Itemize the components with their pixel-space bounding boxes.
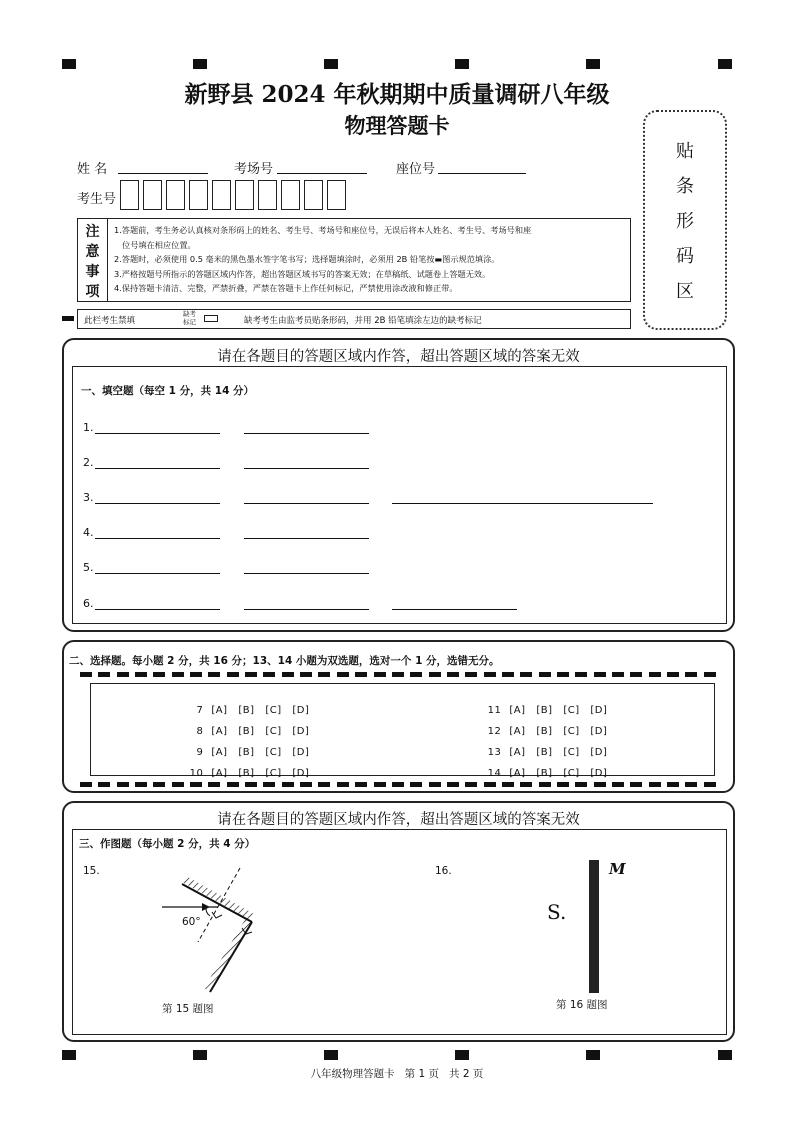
option-c[interactable]: [C] xyxy=(563,705,580,716)
option-a[interactable]: [A] xyxy=(211,726,228,737)
student-id-box[interactable] xyxy=(258,180,277,210)
section-fill-blank xyxy=(62,338,735,632)
choice-row xyxy=(180,694,319,716)
position-mark xyxy=(62,1050,76,1060)
section-title: 二、选择题。每小题 2 分，共 16 分；13、14 小题为双选题，选对一个 1 分，选错无分。 xyxy=(69,655,500,667)
question-number: 2. xyxy=(83,456,94,469)
position-mark xyxy=(718,59,732,69)
option-b[interactable]: [B] xyxy=(238,705,255,716)
choice-number: 11 xyxy=(487,705,502,716)
notice-rule: 3.严格按题号所指示的答题区域内作答，超出答题区域书写的答案无效；在草稿纸、试题卷上答题无效。 xyxy=(114,268,491,279)
answer-blank[interactable] xyxy=(95,538,220,539)
absent-forbidden-text: 此栏考生禁填 xyxy=(84,316,136,326)
option-c[interactable]: [C] xyxy=(265,747,282,758)
exam-room-field[interactable] xyxy=(277,173,367,174)
answer-blank[interactable] xyxy=(244,609,369,610)
option-a[interactable]: [A] xyxy=(211,705,228,716)
answer-blank[interactable] xyxy=(95,609,220,610)
question-number: 1. xyxy=(83,421,94,434)
absent-marker xyxy=(62,316,74,321)
absent-checkbox[interactable] xyxy=(204,315,218,322)
option-d[interactable]: [D] xyxy=(590,768,608,779)
question-number: 3. xyxy=(83,491,94,504)
answer-area-warning: 请在各题目的答题区域内作答，超出答题区域的答案无效 xyxy=(217,812,580,828)
exam-title: 新野县 2024 年秋期期中质量调研八年级 xyxy=(184,81,610,108)
position-mark xyxy=(324,1050,338,1060)
sticker-char: 码 xyxy=(676,246,694,267)
student-id-box[interactable] xyxy=(281,180,300,210)
notice-rule: 位号填在相应位置。 xyxy=(122,239,196,250)
notice-rules xyxy=(114,223,626,296)
choice-row xyxy=(478,715,617,737)
student-id-box[interactable] xyxy=(189,180,208,210)
name-label: 姓 名 xyxy=(77,162,108,177)
answer-blank[interactable] xyxy=(244,538,369,539)
point-source-label: S. xyxy=(547,900,567,924)
choice-number: 8 xyxy=(196,726,204,737)
seat-label: 座位号 xyxy=(396,162,436,177)
choice-row xyxy=(478,694,617,716)
absent-mark-label-line: 标记 xyxy=(183,318,196,326)
sticker-char: 形 xyxy=(676,211,694,232)
position-mark xyxy=(62,59,76,69)
answer-area-warning: 请在各题目的答题区域内作答，超出答题区域的答案无效 xyxy=(217,349,580,365)
choice-number: 13 xyxy=(487,747,502,758)
figure-15-reflection-diagram xyxy=(150,860,280,1000)
card-title: 物理答题卡 xyxy=(344,113,450,138)
option-a[interactable]: [A] xyxy=(211,747,228,758)
notice-rule: 4.保持答题卡清洁、完整，严禁折叠，严禁在答题卡上作任何标记，严禁使用涂改液和修正带。 xyxy=(114,283,458,293)
answer-blank[interactable] xyxy=(392,503,653,504)
question-16-number: 16. xyxy=(435,865,452,877)
fill-blank-answer-area xyxy=(72,366,727,624)
option-c[interactable]: [C] xyxy=(265,705,282,716)
option-d[interactable]: [D] xyxy=(292,747,310,758)
answer-blank[interactable] xyxy=(244,573,369,574)
option-d[interactable]: [D] xyxy=(292,726,310,737)
seat-field[interactable] xyxy=(438,173,526,174)
student-id-box[interactable] xyxy=(304,180,323,210)
notice-heading xyxy=(78,219,108,301)
mirror-2-hatch xyxy=(204,918,252,992)
student-id-label: 考生号 xyxy=(77,192,117,207)
option-c[interactable]: [C] xyxy=(563,747,580,758)
right-angle-mark xyxy=(212,912,222,918)
option-b[interactable]: [B] xyxy=(536,747,553,758)
option-b[interactable]: [B] xyxy=(536,768,553,779)
student-id-box[interactable] xyxy=(120,180,139,210)
choice-row xyxy=(180,757,319,779)
sticker-char: 区 xyxy=(676,281,694,302)
section-title: 三、作图题（每小题 2 分，共 4 分） xyxy=(79,838,256,850)
answer-blank[interactable] xyxy=(95,503,220,504)
absent-mark-label-line: 缺考 xyxy=(183,310,196,318)
figure-15-caption: 第 15 题图 xyxy=(162,1003,214,1015)
answer-blank[interactable] xyxy=(392,609,517,610)
student-id-box[interactable] xyxy=(327,180,346,210)
notice-box xyxy=(77,218,631,302)
option-d[interactable]: [D] xyxy=(590,705,608,716)
question-number: 5. xyxy=(83,561,94,574)
option-b[interactable]: [B] xyxy=(536,705,553,716)
mirror-2 xyxy=(210,922,252,992)
answer-blank[interactable] xyxy=(95,433,220,434)
sticker-char: 贴 xyxy=(676,141,694,162)
student-id-box[interactable] xyxy=(166,180,185,210)
student-id-box[interactable] xyxy=(235,180,254,210)
mirror-label: M xyxy=(609,860,626,878)
option-b[interactable]: [B] xyxy=(536,726,553,737)
position-mark xyxy=(324,59,338,69)
notice-char: 事 xyxy=(85,264,100,280)
notice-char: 注 xyxy=(85,224,100,240)
barcode-sticker-area xyxy=(643,110,727,330)
option-d[interactable]: [D] xyxy=(292,705,310,716)
option-b[interactable]: [B] xyxy=(238,768,255,779)
option-a[interactable]: [A] xyxy=(509,768,526,779)
answer-blank[interactable] xyxy=(95,573,220,574)
option-c[interactable]: [C] xyxy=(563,726,580,737)
option-c[interactable]: [C] xyxy=(563,768,580,779)
page-footer: 八年级物理答题卡 第 1 页 共 2 页 xyxy=(310,1068,484,1080)
position-mark xyxy=(193,1050,207,1060)
plane-mirror xyxy=(589,860,599,993)
section-title: 一、填空题（每空 1 分，共 14 分） xyxy=(81,385,255,397)
choice-row xyxy=(180,736,319,758)
absent-mark-label xyxy=(183,310,196,326)
answer-blank[interactable] xyxy=(244,468,369,469)
position-mark xyxy=(455,1050,469,1060)
notice-rule: 2.答题时，必须使用 0.5 毫米的黑色墨水签字笔书写；选择题填涂时，必须用 2B 铅笔按▬图示规范填涂。 xyxy=(114,254,500,264)
name-field[interactable] xyxy=(118,173,208,174)
question-15-number: 15. xyxy=(83,865,100,877)
choice-number: 10 xyxy=(189,768,204,779)
option-b[interactable]: [B] xyxy=(238,747,255,758)
choice-number: 9 xyxy=(196,747,204,758)
choice-number: 7 xyxy=(196,705,204,716)
option-a[interactable]: [A] xyxy=(509,726,526,737)
option-c[interactable]: [C] xyxy=(265,726,282,737)
sticker-char: 条 xyxy=(676,176,694,197)
option-a[interactable]: [A] xyxy=(509,747,526,758)
option-d[interactable]: [D] xyxy=(590,747,608,758)
choice-number: 12 xyxy=(487,726,502,737)
position-mark xyxy=(455,59,469,69)
position-mark xyxy=(718,1050,732,1060)
option-d[interactable]: [D] xyxy=(292,768,310,779)
option-d[interactable]: [D] xyxy=(590,726,608,737)
position-mark xyxy=(586,1050,600,1060)
question-number: 6. xyxy=(83,597,94,610)
notice-char: 意 xyxy=(85,244,100,260)
choice-number: 14 xyxy=(487,768,502,779)
student-id-box[interactable] xyxy=(143,180,162,210)
absent-instruction: 缺考考生由监考员贴条形码，并用 2B 铅笔填涂左边的缺考标记 xyxy=(244,316,482,326)
option-b[interactable]: [B] xyxy=(238,726,255,737)
answer-blank[interactable] xyxy=(95,468,220,469)
position-mark xyxy=(586,59,600,69)
notice-char: 项 xyxy=(85,284,100,300)
student-id-box[interactable] xyxy=(212,180,231,210)
answer-blank[interactable] xyxy=(244,503,369,504)
mirror-1-hatch xyxy=(182,876,254,920)
dashed-border-bottom xyxy=(80,782,716,788)
answer-blank[interactable] xyxy=(244,433,369,434)
absent-bar xyxy=(77,309,631,329)
position-mark xyxy=(193,59,207,69)
exam-room-label: 考场号 xyxy=(234,162,274,177)
question-number: 4. xyxy=(83,526,94,539)
figure-16-caption: 第 16 题图 xyxy=(556,999,608,1011)
option-c[interactable]: [C] xyxy=(265,768,282,779)
notice-rule: 1.答题前，考生务必认真核对条形码上的姓名、考生号、考场号和座位号，无误后将本人姓名、考生号、考场号和座 xyxy=(114,225,532,235)
choice-row xyxy=(180,715,319,737)
option-a[interactable]: [A] xyxy=(509,705,526,716)
choice-row xyxy=(478,736,617,758)
option-a[interactable]: [A] xyxy=(211,768,228,779)
angle-label: 60° xyxy=(182,916,201,928)
choice-row xyxy=(478,757,617,779)
dashed-border-top xyxy=(80,672,716,678)
